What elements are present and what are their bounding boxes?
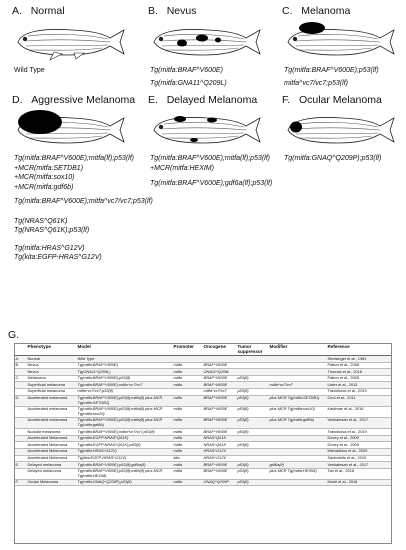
table-row (14, 362, 392, 369)
table-cell: p53(lf) (236, 388, 268, 395)
table-cell: mitfa^vc7/vc7 (202, 388, 236, 395)
table-cell (268, 479, 326, 486)
table-row (14, 468, 392, 479)
panel-c-genotypes (284, 66, 379, 88)
table-cell: mitfa (172, 375, 202, 382)
table-cell: Tg(mitfa:HRAS^G12V) (76, 448, 172, 455)
table-cell: Michailidou et al., 2009 (326, 448, 392, 455)
fish-body (18, 29, 124, 55)
fish-ocular-melanoma-illustration (284, 110, 398, 152)
panel-a-title (12, 5, 65, 17)
table-row (14, 448, 392, 455)
fish-eye (159, 37, 163, 41)
column-header: Model (76, 343, 172, 356)
table-cell: Delayed melanoma (26, 468, 76, 479)
table-row (14, 369, 392, 376)
genotype-line: Tg(mitfa:BRAF^V600E);mitfa(lf);p53(lf) (150, 155, 270, 162)
table-header-row (14, 343, 392, 356)
table-cell: mitfa (172, 382, 202, 389)
table-cell: p53(lf) (236, 429, 268, 436)
genotype-line: Tg(mitfa:BRAF^V600E);gdf6a(lf);p53(lf) (150, 180, 273, 187)
table-cell: plus MCR Tg(mitfa:sox10) (268, 406, 326, 417)
table-cell (14, 417, 26, 428)
table-row (14, 479, 392, 486)
table-cell: mitfa^vc7/vc7;p53(lf) (76, 388, 172, 395)
table-cell: BRAF^V600E (202, 429, 236, 436)
models-table (14, 343, 392, 486)
table-cell: plus MCR Tg(mitfa:HEXIM) (268, 468, 326, 479)
table-row (14, 462, 392, 469)
panel-name: Normal (30, 5, 65, 17)
table-cell: Ceol et al., 2011 (326, 395, 392, 406)
genotype-line: Tg(mitfa:BRAF^V600E);mitfa^vc7/vc7;p53(lf) (14, 198, 153, 205)
table-cell: Tg(mitfa:EGFP:NRAS^Q61K);p53(lf) (76, 442, 172, 449)
panel-letter: C. (282, 5, 293, 17)
table-cell: BRAF^V600E (202, 462, 236, 469)
table-cell (14, 369, 26, 376)
table-cell: mitfa (172, 448, 202, 455)
genotype-line: Tg(mitfa:BRAF^V600E) (150, 67, 223, 74)
table-row (14, 442, 392, 449)
table-cell: D. (14, 395, 26, 406)
table-cell (14, 442, 26, 449)
fish-eye (293, 37, 297, 41)
table-cell: Tan et al., 2016 (326, 468, 392, 479)
table-cell: mitfa (172, 362, 202, 369)
fish-aggressive-melanoma-illustration (14, 110, 128, 152)
column-header: Modifier (268, 343, 326, 356)
table-cell: Nodular melanoma (26, 429, 76, 436)
table-cell (14, 429, 26, 436)
table-cell: F. (14, 479, 26, 486)
table-cell (268, 442, 326, 449)
table-cell (268, 429, 326, 436)
table-cell: Tg(mitfa:BRAF^V600E);p53(lf);gdf6a(lf) (76, 462, 172, 469)
fish-body (154, 29, 260, 55)
table-cell: Superficial melanoma (26, 382, 76, 389)
panel-name: Aggressive Melanoma (31, 94, 136, 106)
table-cell: BRAF^V600E (202, 395, 236, 406)
table-cell: A. (14, 356, 26, 363)
table-cell: BRAF^V600E (202, 417, 236, 428)
panel-b-title (148, 5, 196, 17)
fish-eye (159, 125, 163, 129)
table-cell: HRAS^G12V (202, 455, 236, 462)
column-header: Tumor suppressor (236, 343, 268, 356)
table-cell: Kaufman et al., 2016 (326, 406, 392, 417)
panel-c-title (282, 5, 350, 17)
table-cell: BRAF^V600E (202, 406, 236, 417)
table-cell: BRAF^V600E (202, 375, 236, 382)
table-cell: mitfa^vc7/vc7 (268, 382, 326, 389)
table-cell: Accelerated melanoma (26, 395, 76, 406)
table-cell: mitfa (172, 429, 202, 436)
table-cell: mitfa (172, 406, 202, 417)
table-cell: Mouti et al., 2016 (326, 479, 392, 486)
table-cell: Accelerated Melanoma (26, 455, 76, 462)
table-cell: HRAS^G12V (202, 448, 236, 455)
table-row (14, 382, 392, 389)
fish-delayed-melanoma-illustration (150, 110, 264, 152)
table-cell (236, 455, 268, 462)
table-body (14, 356, 392, 486)
panel-name: Ocular Melanoma (298, 94, 382, 106)
panel-d-title (12, 94, 135, 106)
genotype-line: Tg(NRAS^Q61K) (14, 217, 68, 225)
table-cell: B. (14, 362, 26, 369)
table-cell: Accelerated Melanoma (26, 442, 76, 449)
fish-body (288, 29, 394, 55)
melanoma-tumor (18, 110, 62, 134)
table-cell: Travnikova et al., 2019 (326, 388, 392, 395)
table-cell (202, 356, 236, 363)
panel-letter: G. (8, 329, 20, 341)
table-cell: Accelerated melanoma (26, 406, 76, 417)
genotype-line: +MCR(mitfa:gdf6b) (14, 183, 74, 191)
fish-nevus-illustration (150, 22, 264, 64)
table-cell: Nevus (26, 369, 76, 376)
panel-f-genotypes (284, 154, 381, 164)
table-cell: p53(lf) (236, 479, 268, 486)
panel-letter: A. (12, 5, 22, 17)
table-cell (14, 435, 26, 442)
table-cell: Tg(mitfa:BRAF^V600E);mitfa^vc7/vc7;p53(lf) (76, 429, 172, 436)
genotype-line: mitfa^vc7/vc7;p53(lf) (284, 79, 348, 87)
table-cell: BRAF^V600E (202, 362, 236, 369)
panel-a-genotypes (14, 66, 45, 76)
table-cell (14, 382, 26, 389)
genotype-line: Tg(mitfa:BRAF^V600E);p53(lf) (284, 67, 379, 74)
table-cell (268, 362, 326, 369)
panel-b-genotypes (150, 66, 227, 88)
table-cell: Superficial melanoma (26, 388, 76, 395)
panel-name: Melanoma (301, 5, 351, 17)
panel-d-genotypes (14, 154, 153, 263)
column-header: Reference (326, 343, 392, 356)
table-cell (268, 356, 326, 363)
table-cell: Tg(kita:EGFP-HRAS^G12V) (76, 455, 172, 462)
fish-body (288, 117, 394, 143)
table-cell: mitfa (172, 468, 202, 479)
table-cell: Venkatesan et al., 2017 (326, 462, 392, 469)
table-cell: Accelerated Melanoma (26, 448, 76, 455)
table-cell: Tg(mitfa:BRAF^V600E) (76, 362, 172, 369)
fish-normal-illustration (14, 22, 128, 64)
table-cell: Normal (26, 356, 76, 363)
melanoma-tumor (299, 22, 325, 34)
table-cell: Accelerated melanoma (26, 417, 76, 428)
table-cell: p53(lf) (236, 417, 268, 428)
table-cell: gdf6a(lf) (268, 462, 326, 469)
table-cell (236, 435, 268, 442)
genotype-line: Tg(kita:EGFP-HRAS^G12V) (14, 254, 102, 261)
table-cell (14, 388, 26, 395)
genotype-line: Wild Type (14, 67, 45, 74)
panel-e-genotypes (150, 154, 272, 189)
table-cell: kita (172, 455, 202, 462)
table-cell: Santoriello et al., 2010 (326, 455, 392, 462)
table-cell: p53(lf) (236, 468, 268, 479)
table-cell (268, 435, 326, 442)
table-cell: Ocular Melanoma (26, 479, 76, 486)
fish-eye (23, 37, 27, 41)
table-cell (172, 388, 202, 395)
table-cell: GNAQ^Q209P (202, 479, 236, 486)
genotype-line: Tg(mitfa:HRAS^G12V) (14, 244, 85, 252)
column-header: Phenotype (26, 343, 76, 356)
table-cell: NRAS^Q61K (202, 442, 236, 449)
table-cell: mitfa (172, 442, 202, 449)
panel-f-title (282, 94, 382, 106)
table-row (14, 435, 392, 442)
table-cell (172, 356, 202, 363)
table-cell: mitfa (172, 417, 202, 428)
table-cell: NRAS^Q61K (202, 435, 236, 442)
genotype-line: Tg(mitfa:GNAQ^Q209P);p53(lf) (284, 155, 382, 162)
table-row (14, 417, 392, 428)
table-cell: Tg(mitfa:BRAF^V600E);p53(lf);mitfa(lf) plus MCR Tg(mitfa:HEXIM) (76, 468, 172, 479)
table-cell: Streisinger et al., 1981 (326, 356, 392, 363)
table-cell (236, 382, 268, 389)
genotype-line: Tg(mitfa:GNA11^Q209L) (150, 79, 227, 87)
table-cell: Tg(mitfa:BRAF^V600E);mitfa^vc7/vc7 (76, 382, 172, 389)
table-cell: mitfa (172, 369, 202, 376)
table-cell: BRAF^V600E (202, 382, 236, 389)
table-cell: p53(lf) (236, 406, 268, 417)
table-cell: Tg(mitfa:BRAF^V600E);p53(lf);mitfa(lf) plus MCR Tg(mitfa:sox10) (76, 406, 172, 417)
table-cell: p53(lf) (236, 375, 268, 382)
table-cell: p53(lf) (236, 462, 268, 469)
column-header: Promoter (172, 343, 202, 356)
table-cell: Melanoma (26, 375, 76, 382)
table-cell (14, 406, 26, 417)
table-cell: mitfa (172, 395, 202, 406)
table-cell (268, 375, 326, 382)
table-row (14, 356, 392, 363)
table-cell: Patton et al., 2005 (326, 375, 392, 382)
table-cell: mitfa (172, 435, 202, 442)
table-cell: Tg(mitfa:GNAQ^Q209P);p53(lf) (76, 479, 172, 486)
table-cell: mitfa (172, 462, 202, 469)
table-cell: plus MCR Tg(mitfa:gdf6b) (268, 417, 326, 428)
table-cell: C. (14, 375, 26, 382)
table-row (14, 375, 392, 382)
table-cell: Venkatesan et al., 2017 (326, 417, 392, 428)
table-row (14, 395, 392, 406)
table-cell: Tg(mitfa:BRAF^V600E);p53(lf) (76, 375, 172, 382)
genotype-line: +MCR(mitfa:HEXIM) (150, 164, 214, 172)
table-cell: BRAF^V600E (202, 468, 236, 479)
table-row (14, 429, 392, 436)
panel-letter: D. (12, 94, 23, 106)
table-cell: Patton et al., 2005 (326, 362, 392, 369)
genotype-line: Tg(NRAS^Q61K);p53(lf) (14, 227, 90, 234)
table-cell (268, 448, 326, 455)
table-cell: plus MCR Tg(mitfa:SETDB1) (268, 395, 326, 406)
column-header: Oncogene (202, 343, 236, 356)
table-cell (268, 388, 326, 395)
table-cell (14, 455, 26, 462)
panel-g-title (8, 329, 19, 341)
panel-name: Delayed Melanoma (166, 94, 258, 106)
table-cell: GNA11^Q209L (202, 369, 236, 376)
panel-name: Nevus (166, 5, 197, 17)
table-cell: E. (14, 462, 26, 469)
table-cell: mitfa (172, 479, 202, 486)
table-cell: Tg(mitfa:EGFP:NRAS^Q61K) (76, 435, 172, 442)
table-cell: Lister et al., 2013 (326, 382, 392, 389)
table-cell: Dovey et al., 2009 (326, 442, 392, 449)
table-cell: Tg(mitfa:BRAF^V600E);p53(lf);mitfa(lf) plus MCR Tg(mitfa:SETDB1) (76, 395, 172, 406)
table-cell: Delayed melanoma (26, 462, 76, 469)
table-row (14, 406, 392, 417)
table-cell: Thomas et al., 2016 (326, 369, 392, 376)
table-row (14, 455, 392, 462)
ocular-tumor (290, 122, 302, 133)
table-cell: Dovey et al., 2009 (326, 435, 392, 442)
table-row (14, 388, 392, 395)
genotype-line: Tg(mitfa:BRAF^V600E);mitfa(lf);p53(lf) (14, 155, 134, 162)
table-cell (14, 468, 26, 479)
table-cell: Nevus (26, 362, 76, 369)
table-cell: Wild Type (76, 356, 172, 363)
table-cell: p53(lf) (236, 442, 268, 449)
table-cell (236, 448, 268, 455)
panel-letter: E. (148, 94, 158, 106)
genotype-line: +MCR(mitfa:SETDB1) (14, 164, 84, 172)
table-cell (14, 448, 26, 455)
fish-body (154, 117, 260, 143)
table-cell (236, 369, 268, 376)
column-header (14, 343, 26, 356)
genotype-line: +MCR(mitfa:sox10) (14, 174, 75, 181)
table-cell (268, 455, 326, 462)
panel-letter: F. (282, 94, 291, 106)
panel-e-title (148, 94, 257, 106)
table-cell: p53(lf) (236, 395, 268, 406)
table-cell: Travnikova et al., 2019 (326, 429, 392, 436)
table-cell: Accelerated Melanoma (26, 435, 76, 442)
table-cell (236, 362, 268, 369)
panel-letter: B. (148, 5, 158, 17)
table-cell: Tg(GNA11^Q209L) (76, 369, 172, 376)
table-cell (236, 356, 268, 363)
fish-melanoma-illustration (284, 22, 398, 64)
table-cell: Tg(mitfa:BRAF^V600E);p53(lf);mitfa(lf) plus MCR Tg(mitfa:gdf6b) (76, 417, 172, 428)
table-cell (268, 369, 326, 376)
